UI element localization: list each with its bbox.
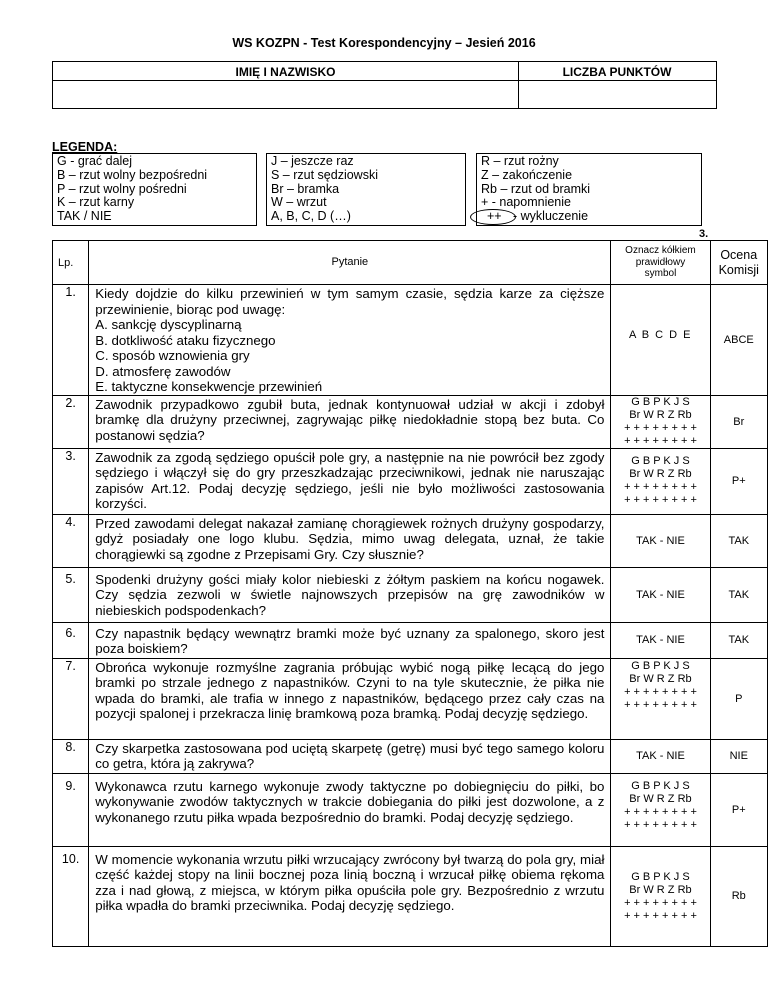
answer-options[interactable]: [611, 773, 710, 846]
legend-col-1: [52, 153, 257, 226]
table-row: [53, 739, 768, 773]
table-row: [53, 846, 768, 946]
question-paragraph: Spodenki drużyny gości miały kolor niebieski z żółtym paskiem na końcu nogawek. Czy sędzia zezwoli w świetle najnowszych przepisów na grę zawodników w niebieskich podspodenkach?: [95, 571, 605, 618]
question-text: [89, 514, 611, 567]
name-points-box: [52, 61, 717, 109]
answer-options[interactable]: [611, 285, 710, 396]
legend-item: J – jeszcze raz: [271, 154, 354, 168]
symbols-row-1[interactable]: G B P K J S: [631, 659, 690, 672]
question-text: [89, 448, 611, 514]
question-number: 8.: [53, 739, 89, 773]
legend-title: LEGENDA:: [52, 140, 118, 154]
question-text: [89, 622, 611, 658]
symbols-row-2[interactable]: Br W R Z Rb: [629, 672, 692, 685]
legend-item: Rb – rzut od bramki: [481, 181, 591, 196]
plus-row[interactable]: + + + + + + + +: [624, 434, 697, 447]
question-number: 9.: [53, 773, 89, 846]
tak-nie-options[interactable]: [611, 622, 710, 658]
page-title: WS KOZPN - Test Korespondencyjny – Jesień 2016: [232, 36, 536, 50]
table-row: [53, 658, 768, 739]
section-number: 3.: [699, 228, 709, 240]
question-option: E. taktyczne konsekwencje przewinień: [95, 379, 323, 394]
legend-item: A, B, C, D (…): [271, 209, 351, 224]
question-text: [89, 285, 611, 396]
question-number: 10.: [53, 846, 89, 946]
plus-row[interactable]: + + + + + + + +: [624, 896, 697, 909]
question-number: 6.: [53, 622, 89, 658]
legend-item: W – wrzut: [271, 195, 327, 210]
plus-row[interactable]: + + + + + + + +: [624, 805, 697, 818]
plus-row[interactable]: + + + + + + + +: [624, 493, 697, 506]
answer-header-text: Oznacz kółkiem prawidłowy symbol: [625, 245, 696, 280]
legend-item: Br – bramka: [271, 181, 340, 196]
eval-answer: TAK: [710, 514, 767, 567]
question-number: 7.: [53, 658, 89, 739]
question-paragraph: Zawodnik za zgodą sędziego opuścił pole gry, a następnie na nie powrócił bez zgody sędziego i włączył się do gry przeszkadzając przeciwnikowi, jednak nie naruszając zapisów Art.12. Podaj decyzję sędziego, jeśli nie było możliwości zastosowania korzyści.: [95, 449, 605, 511]
plus-row[interactable]: + + + + + + + +: [624, 909, 697, 922]
tak-nie-label[interactable]: TAK - NIE: [636, 588, 685, 601]
eval-header-text: Ocena Komisji: [718, 247, 759, 277]
question-text: [89, 567, 611, 622]
question-paragraph: Przed zawodami delegat nakazał zamianę chorągiewek rożnych drużyny gospodarzy, gdyż posiadały one logo klubu. Sędzia, mimo uwag delegata, uznał, że takie chorągiewki są zgodne z Przepisami Gry. Czy słusznie?: [95, 515, 605, 562]
legend-item: R – rzut rożny: [481, 154, 559, 168]
eval-answer: TAK: [710, 622, 767, 658]
question-paragraph: Czy skarpetka zastosowana pod uciętą skarpetę (getrę) musi być tego samego koloru co getra, która ją zakrywa?: [95, 740, 605, 771]
tak-nie-label[interactable]: TAK - NIE: [636, 634, 685, 646]
table-row: [53, 567, 768, 622]
question-option: A. sankcję dyscyplinarną: [95, 317, 242, 332]
table-header-row: [53, 241, 768, 285]
symbols-row-2[interactable]: Br W R Z Rb: [629, 883, 692, 896]
legend-item: + - napomnienie: [481, 195, 571, 210]
eval-header: [710, 241, 767, 285]
symbols-row-1[interactable]: G B P K J S: [631, 454, 690, 467]
eval-answer: P: [710, 658, 767, 739]
legend-col-2: [266, 153, 466, 226]
points-label: LICZBA PUNKTÓW: [562, 65, 672, 79]
abcde-options[interactable]: A B C D E: [628, 329, 692, 342]
circle-mark-icon: [470, 209, 516, 225]
name-label: IMIĘ I NAZWISKO: [235, 65, 336, 79]
tak-nie-options[interactable]: [611, 514, 710, 567]
tak-nie-options[interactable]: [611, 567, 710, 622]
eval-answer: P+: [710, 773, 767, 846]
question-text: [89, 739, 611, 773]
exclusion-label: - wykluczenie: [513, 209, 589, 224]
tak-nie-label[interactable]: TAK - NIE: [636, 534, 685, 547]
legend-item: S – rzut sędziowski: [271, 167, 378, 182]
question-option: D. atmosferę zawodów: [95, 363, 231, 379]
symbols-row-1[interactable]: G B P K J S: [631, 870, 690, 883]
symbols-row-1[interactable]: G B P K J S: [631, 779, 690, 792]
tak-nie-options[interactable]: [611, 739, 710, 773]
eval-answer: Rb: [710, 846, 767, 946]
answer-options[interactable]: [611, 658, 710, 739]
question-line: Kiedy dojdzie do kilku przewinień w tym samym czasie, sędzia karze za cięższe przewinienie, biorąc pod uwagę:: [95, 286, 605, 317]
table-row: [53, 514, 768, 567]
question-paragraph: Zawodnik przypadkowo zgubił buta, jednak kontynuował udział w akcji i zdobył bramkę dla drużyny przeciwnej, zagrywając piłkę niedokładnie stopą bez buta. Co postanowi sędzia?: [95, 396, 605, 443]
question-paragraph: Czy napastnik będący wewnątrz bramki może być uznany za spalonego, skoro jest poza boiskiem?: [95, 625, 605, 656]
question-text: [89, 658, 611, 739]
question-option: C. sposób wznowienia gry: [95, 348, 250, 363]
double-plus-symbol: ++: [487, 209, 502, 224]
answer-options[interactable]: [611, 395, 710, 448]
table-row: [53, 285, 768, 396]
tak-nie-label[interactable]: TAK - NIE: [636, 750, 685, 762]
table-row: [53, 773, 768, 846]
eval-answer: P+: [710, 448, 767, 514]
plus-row[interactable]: + + + + + + + +: [624, 421, 697, 434]
question-text: [89, 395, 611, 448]
plus-row[interactable]: + + + + + + + +: [624, 480, 697, 493]
question-paragraph: Wykonawca rzutu karnego wykonuje zwody taktyczne po dobiegnięciu do piłki, bo wykonywanie zwodów taktycznych w trakcie dobiegania do piłki jest dozwolone, a z wykonanego rzutu piłka wpada bezpośrednio do bramki. Podaj decyzję sędziego.: [95, 778, 605, 825]
symbols-row-1[interactable]: G B P K J S: [631, 395, 690, 408]
eval-answer: ABCE: [710, 285, 767, 396]
eval-answer: NIE: [710, 739, 767, 773]
legend-item: B – rzut wolny bezpośredni: [57, 167, 208, 182]
answer-header: [611, 241, 710, 285]
eval-answer: Br: [710, 395, 767, 448]
questions-table: [52, 240, 768, 947]
symbols-row-2[interactable]: Br W R Z Rb: [629, 467, 692, 480]
question-text: [89, 773, 611, 846]
answer-options[interactable]: [611, 846, 710, 946]
table-row: [53, 622, 768, 658]
question-number: 3.: [53, 448, 89, 514]
question-paragraph: Obrońca wykonuje rozmyślne zagrania próbując wybić nogą piłkę lecącą do jego bramki po strzale jednego z napastników. Czyni to na tyle skutecznie, że piłka nie wpada do bramki, ale trafia w innego z napastników, będącego przez cały czas na pozycji spalonej i przekracza linię bramkową poza bramką. Podaj decyzję sędziego.: [95, 659, 605, 721]
question-number: 5.: [53, 567, 89, 622]
question-paragraph: W momencie wykonania wrzutu piłki wrzucający zwrócony był twarzą do pola gry, miał część każdej stopy na linii bocznej poza linią boczną i wrzucał piłkę obiema rękoma zza i nad głową, z miejsca, w którym piłka opuściła pole gry. Bezpośrednio z wrzutu piłka wpadła do bramki przeciwnika. Podaj decyzję sędziego.: [95, 851, 605, 913]
plus-row[interactable]: + + + + + + + +: [624, 818, 697, 831]
lp-header: Lp.: [53, 241, 89, 285]
table-row: [53, 448, 768, 514]
eval-answer: TAK: [710, 567, 767, 622]
plus-row[interactable]: + + + + + + + +: [624, 685, 697, 698]
question-number: 4.: [53, 514, 89, 567]
answer-options[interactable]: [611, 448, 710, 514]
question-number: 1.: [53, 285, 89, 396]
question-option: B. dotkliwość ataku fizycznego: [95, 332, 276, 348]
table-row: [53, 395, 768, 448]
symbols-row-2[interactable]: Br W R Z Rb: [629, 408, 692, 421]
question-text: [89, 846, 611, 946]
legend-item: TAK / NIE: [57, 209, 112, 224]
legend-item: P – rzut wolny pośredni: [57, 181, 187, 196]
plus-row[interactable]: + + + + + + + +: [624, 698, 697, 711]
symbols-row-2[interactable]: Br W R Z Rb: [629, 792, 692, 805]
question-header: Pytanie: [89, 241, 611, 285]
question-number: 2.: [53, 395, 89, 448]
legend-item: G - grać dalej: [57, 154, 133, 168]
legend-item: Z – zakończenie: [481, 167, 573, 182]
legend-item: K – rzut karny: [57, 195, 135, 210]
